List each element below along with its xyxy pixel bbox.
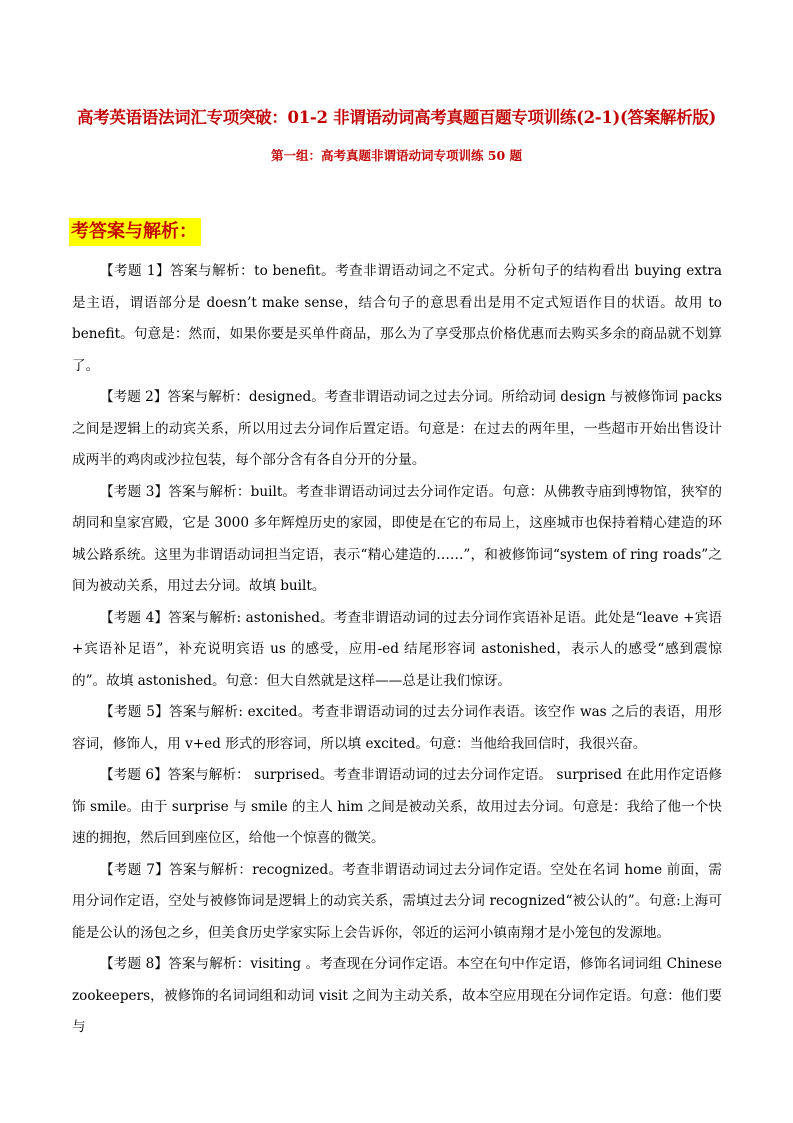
answer-paragraph-5: 【考题 5】答案与解析: excited。考查非谓语动词的过去分词作表语。该空作 was 之后的表语，用形容词，修饰人，用 v+ed 形式的形容词，所以填 excited。句意：当他给我回信时，我很兴奋。 <box>72 704 722 752</box>
answer-paragraph-7: 【考题 7】答案与解析：recognized。考查非谓语动词过去分词作定语。空处在名词 home 前面，需用分词作定语，空处与被修饰词是逻辑上的动宾关系，需填过去分词 recognized“被公认的”。句意:上海可能是公认的汤包之乡，但美食历史学家实际上会告诉你，邻近的运河小镇南翔才是小笼包的发源地。 <box>72 861 722 941</box>
document-subtitle: 第一组：高考真题非谓语动词专项训练 50 题 <box>270 148 523 163</box>
answer-paragraph-3: 【考题 3】答案与解析：built。考查非谓语动词过去分词作定语。句意：从佛教寺庙到博物馆，狭窄的胡同和皇家宫殿，它是 3000 多年辉煌历史的家园，即使是在它的布局上，这座城市也保持着精心建造的环城公路系统。这里为非谓语动词担当定语，表示“精心建造的……”，和被修饰词“system of ring roads”之间为被动关系，用过去分词。故填 built。 <box>72 483 722 594</box>
answer-paragraph-6: 【考题 6】答案与解析： surprised。考查非谓语动词的过去分词作定语。 surprised 在此用作定语修饰 smile。由于 surprise 与 smile 的主人 him 之间是被动关系，故用过去分词。句意是：我给了他一个快速的拥抱，然后回到座位区，给他一个惊喜的微笑。 <box>72 767 722 846</box>
answer-body <box>72 256 722 1044</box>
answer-paragraph-4: 【考题 4】答案与解析: astonished。考查非谓语动词的过去分词作宾语补足语。此处是“leave +宾语+宾语补足语”，补充说明宾语 us 的感受，应用-ed 结尾形容词 astonished，表示人的感受“感到震惊的”。故填 astonished。句意：但大自然就是这样——总是让我们惊讶。 <box>72 609 722 689</box>
document-title: 高考英语语法词汇专项突破：01-2 非谓语动词高考真题百题专项训练(2-1)(答案解析版) <box>76 108 717 127</box>
answer-paragraph-2: 【考题 2】答案与解析：designed。考查非谓语动词之过去分词。所给动词 design 与被修饰词 packs 之间是逻辑上的动宾关系，所以用过去分词作后置定语。句意是：在过去的两年里，一些超市开始出售设计成两半的鸡肉或沙拉包装，每个部分含有各自分开的分量。 <box>72 389 722 468</box>
answer-paragraph-8: 【考题 8】答案与解析：visiting 。考查现在分词作定语。本空在句中作定语，修饰名词词组 Chinese zookeepers，被修饰的名词词组和动词 visit 之间为主动关系，故本空应用现在分词作定语。句意：他们要与 <box>72 956 722 1035</box>
section-heading: 考答案与解析： <box>69 218 201 246</box>
answer-paragraph-1: 【考题 1】答案与解析：to benefit。考查非谓语动词之不定式。分析句子的结构看出 buying extra 是主语，谓语部分是 doesn’t make sense，结合句子的意思看出是用不定式短语作目的状语。故用 to benefit。句意是：然而，如果你要是买单件商品，那么为了享受那点价格优惠而去购买多余的商品就不划算了。 <box>72 263 722 374</box>
